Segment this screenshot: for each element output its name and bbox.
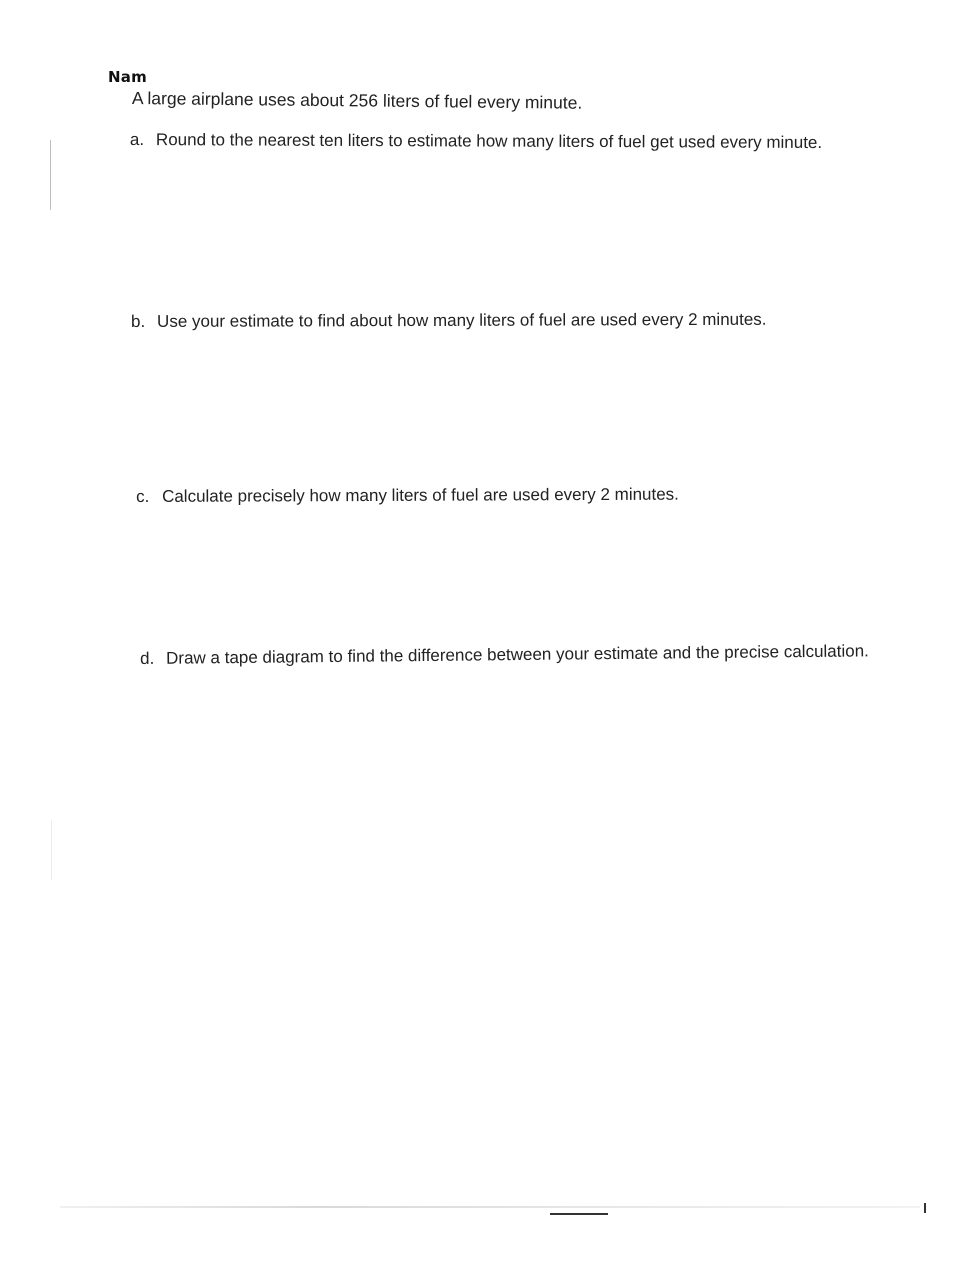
question-letter: b. [131, 311, 146, 331]
question-letter: a. [129, 130, 145, 150]
question-letter: c. [136, 486, 150, 506]
scan-edge-mark [51, 820, 52, 880]
scan-corner-mark [924, 1203, 926, 1213]
question-text: Use your estimate to find about how many liters of fuel are used every 2 minutes. [156, 309, 767, 331]
question-c [136, 485, 679, 507]
scan-bottom-edge [60, 1206, 920, 1208]
question-a [130, 130, 822, 153]
question-text: Round to the nearest ten liters to estimate how many liters of fuel get used every minute. [155, 130, 823, 153]
scan-edge-mark [50, 140, 51, 210]
question-d [140, 641, 869, 669]
problem-intro: A large airplane uses about 256 liters of fuel every minute. [131, 88, 583, 113]
question-letter: d. [140, 648, 155, 668]
question-b [131, 310, 767, 332]
question-text: Calculate precisely how many liters of fuel are used every 2 minutes. [161, 484, 679, 506]
scan-bottom-mark [550, 1213, 608, 1215]
name-label: Nam [108, 68, 147, 86]
question-text: Draw a tape diagram to find the difference between your estimate and the precise calculation. [165, 641, 869, 668]
